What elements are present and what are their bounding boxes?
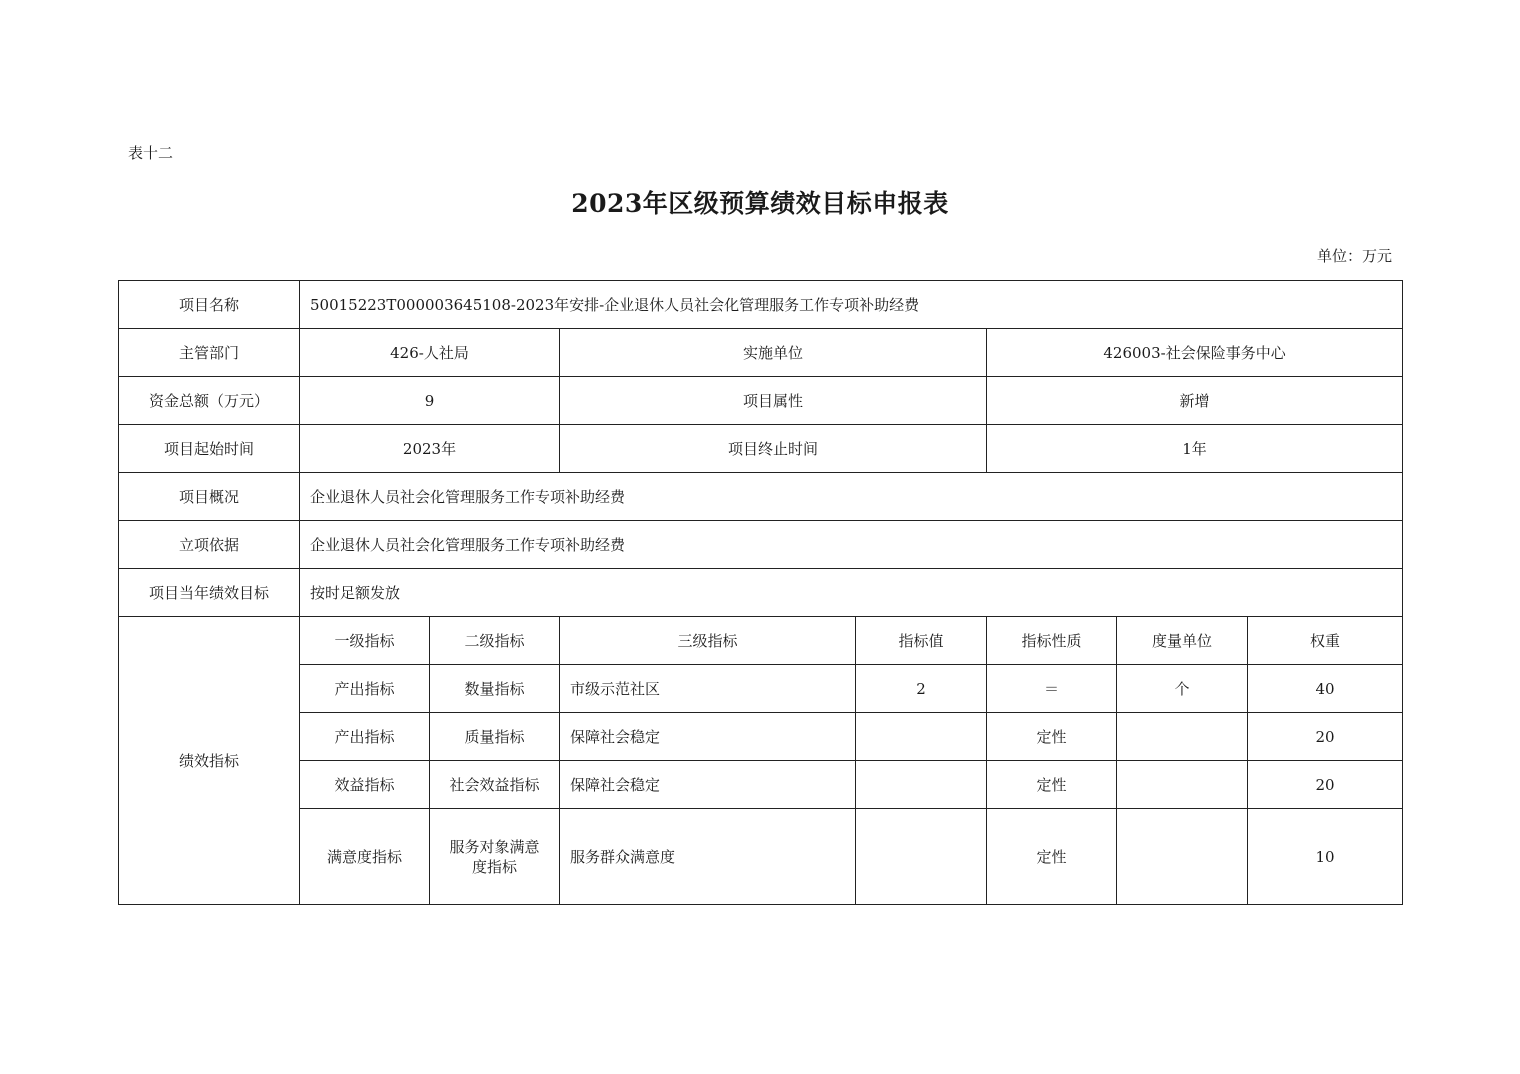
row-basis (119, 521, 1403, 569)
end-time-value: 1年 (987, 425, 1403, 473)
indicator-header-row (119, 617, 1403, 665)
annual-goal-value: 按时足额发放 (300, 569, 1403, 617)
indicator-level1: 效益指标 (300, 761, 430, 809)
header-level3: 三级指标 (560, 617, 856, 665)
indicator-level3: 市级示范社区 (560, 665, 856, 713)
indicator-nature: 定性 (987, 713, 1117, 761)
annual-goal-label: 项目当年绩效目标 (119, 569, 300, 617)
department-value: 426-人社局 (300, 329, 560, 377)
row-department (119, 329, 1403, 377)
header-nature: 指标性质 (987, 617, 1117, 665)
indicator-nature: 定性 (987, 761, 1117, 809)
fund-total-label: 资金总额（万元） (119, 377, 300, 425)
document-title: 2023年区级预算绩效目标申报表 (571, 189, 949, 218)
implementing-unit-label: 实施单位 (560, 329, 987, 377)
row-period (119, 425, 1403, 473)
budget-performance-table (118, 280, 1403, 905)
indicator-value (856, 713, 987, 761)
indicator-level1: 产出指标 (300, 665, 430, 713)
row-fund (119, 377, 1403, 425)
indicator-weight: 40 (1248, 665, 1403, 713)
indicator-value (856, 761, 987, 809)
project-attribute-value: 新增 (987, 377, 1403, 425)
indicator-level2 (430, 809, 560, 905)
indicator-weight: 10 (1248, 809, 1403, 905)
indicator-nature: ＝ (987, 665, 1117, 713)
project-attribute-label: 项目属性 (560, 377, 987, 425)
indicator-weight: 20 (1248, 713, 1403, 761)
start-time-label: 项目起始时间 (119, 425, 300, 473)
indicator-level2-line1: 服务对象满意 (449, 837, 540, 856)
project-name-label: 项目名称 (119, 281, 300, 329)
indicator-value: 2 (856, 665, 987, 713)
row-annual-goal (119, 569, 1403, 617)
indicator-level3: 保障社会稳定 (560, 713, 856, 761)
indicator-unit: 个 (1117, 665, 1248, 713)
basis-label: 立项依据 (119, 521, 300, 569)
indicator-row (119, 665, 1403, 713)
indicator-row (119, 809, 1403, 905)
row-project-name (119, 281, 1403, 329)
unit-label: 单位：万元 (1316, 247, 1392, 265)
end-time-label: 项目终止时间 (560, 425, 987, 473)
indicator-weight: 20 (1248, 761, 1403, 809)
indicator-unit (1117, 761, 1248, 809)
indicator-level1: 满意度指标 (300, 809, 430, 905)
indicator-row (119, 761, 1403, 809)
indicator-level3: 保障社会稳定 (560, 761, 856, 809)
fund-total-value: 9 (300, 377, 560, 425)
project-name-value: 50015223T000003645108-2023年安排-企业退休人员社会化管理服务工作专项补助经费 (300, 281, 1403, 329)
indicator-level2: 质量指标 (430, 713, 560, 761)
header-weight: 权重 (1248, 617, 1403, 665)
indicator-value (856, 809, 987, 905)
header-level2: 二级指标 (430, 617, 560, 665)
indicator-unit (1117, 713, 1248, 761)
indicator-level2-line2: 度指标 (471, 857, 517, 876)
indicator-level2: 社会效益指标 (430, 761, 560, 809)
indicator-level3: 服务群众满意度 (560, 809, 856, 905)
indicator-unit (1117, 809, 1248, 905)
overview-label: 项目概况 (119, 473, 300, 521)
department-label: 主管部门 (119, 329, 300, 377)
overview-value: 企业退休人员社会化管理服务工作专项补助经费 (300, 473, 1403, 521)
header-unit: 度量单位 (1117, 617, 1248, 665)
indicator-row (119, 713, 1403, 761)
table-number: 表十二 (128, 144, 174, 162)
indicator-nature: 定性 (987, 809, 1117, 905)
start-time-value: 2023年 (300, 425, 560, 473)
header-value: 指标值 (856, 617, 987, 665)
basis-value: 企业退休人员社会化管理服务工作专项补助经费 (300, 521, 1403, 569)
row-overview (119, 473, 1403, 521)
performance-indicators-label: 绩效指标 (119, 617, 300, 905)
indicator-level2: 数量指标 (430, 665, 560, 713)
indicator-level1: 产出指标 (300, 713, 430, 761)
implementing-unit-value: 426003-社会保险事务中心 (987, 329, 1403, 377)
header-level1: 一级指标 (300, 617, 430, 665)
